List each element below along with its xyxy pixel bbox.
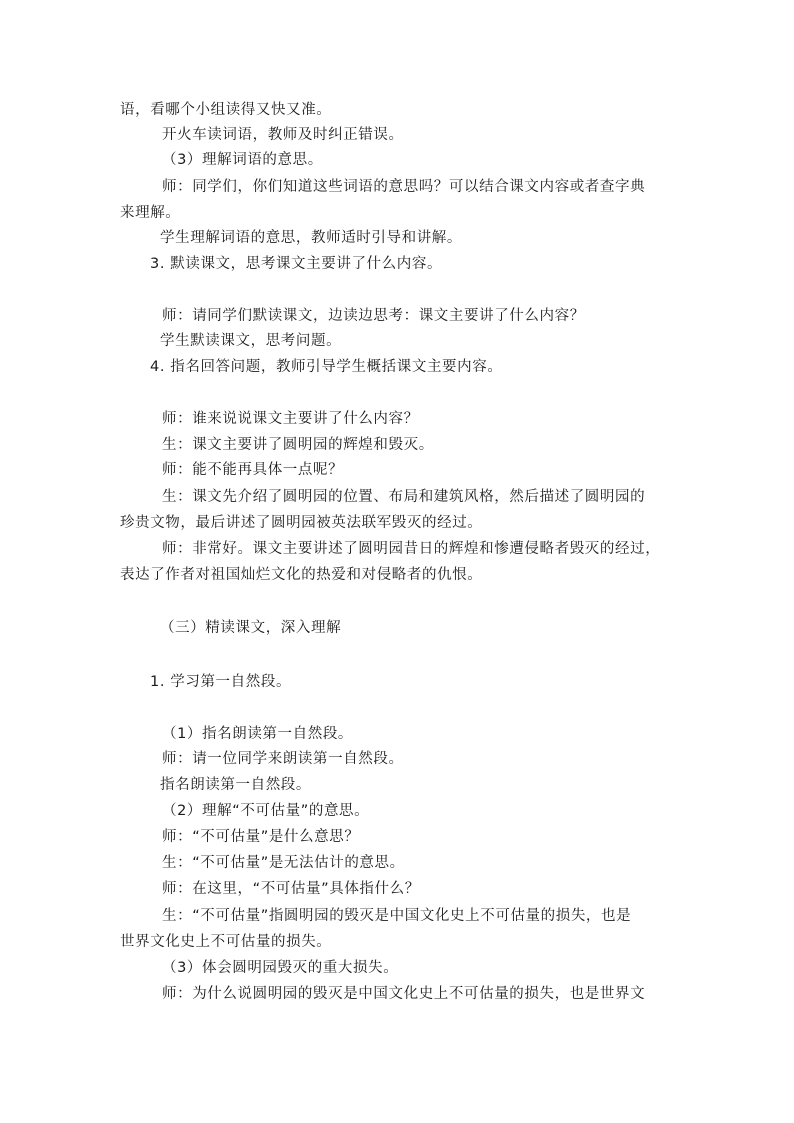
text-line: （2）理解“不可估量”的意思。 bbox=[162, 803, 370, 819]
text-line: 生：“不可估量”指圆明园的毁灭是中国文化史上不可估量的损失，也是 bbox=[162, 908, 632, 924]
text-line: 师：请同学们默读课文，边读边思考：课文主要讲了什么内容？ bbox=[162, 308, 585, 324]
text-line: 师：在这里，“不可估量”具体指什么？ bbox=[162, 881, 420, 897]
text-line: 指名朗读第一自然段。 bbox=[160, 777, 311, 793]
text-line: （1）指名朗读第一自然段。 bbox=[162, 726, 354, 742]
text-line: 师：为什么说圆明园的毁灭是中国文化史上不可估量的损失，也是世界文 bbox=[162, 986, 646, 1002]
text-line: 学生默读课文，思考问题。 bbox=[160, 333, 342, 349]
text-line: 师：同学们，你们知道这些词语的意思吗？可以结合课文内容或者查字典 bbox=[162, 179, 646, 195]
text-line: 生：“不可估量”是无法估计的意思。 bbox=[162, 855, 405, 871]
section-heading: （三）精读课文，深入理解 bbox=[160, 620, 342, 636]
text-line: 表达了作者对祖国灿烂文化的热爱和对侵略者的仇恨。 bbox=[120, 567, 483, 583]
text-line: 师：能不能再具体一点呢？ bbox=[162, 462, 344, 478]
text-line: 生：课文先介绍了圆明园的位置、布局和建筑风格，然后描述了圆明园的 bbox=[162, 489, 646, 505]
text-line: 3. 默读课文，思考课文主要讲了什么内容。 bbox=[150, 256, 443, 272]
text-line: 学生理解词语的意思，教师适时引导和讲解。 bbox=[160, 230, 462, 246]
text-line: 4. 指名回答问题，教师引导学生概括课文主要内容。 bbox=[150, 359, 503, 375]
text-line: 来理解。 bbox=[120, 205, 181, 221]
text-line: 世界文化史上不可估量的损失。 bbox=[120, 934, 332, 950]
text-line: （3）理解词语的意思。 bbox=[162, 152, 323, 168]
text-line: 师：谁来说说课文主要讲了什么内容？ bbox=[162, 411, 419, 427]
text-line: 师：非常好。课文主要讲述了圆明园昔日的辉煌和惨遭侵略者毁灭的经过， bbox=[162, 541, 661, 557]
text-line: 开火车读词语，教师及时纠正错误。 bbox=[162, 127, 404, 143]
text-line: 1. 学习第一自然段。 bbox=[150, 674, 292, 690]
text-line: 生：课文主要讲了圆明园的辉煌和毁灭。 bbox=[162, 437, 434, 453]
text-line: 语，看哪个小组读得又快又准。 bbox=[120, 102, 332, 118]
text-line: （3）体会圆明园毁灭的重大损失。 bbox=[162, 960, 399, 976]
text-line: 珍贵文物，最后讲述了圆明园被英法联军毁灭的经过。 bbox=[120, 515, 483, 531]
text-line: 师：请一位同学来朗读第一自然段。 bbox=[162, 751, 404, 767]
text-line: 师：“不可估量”是什么意思？ bbox=[162, 829, 360, 845]
